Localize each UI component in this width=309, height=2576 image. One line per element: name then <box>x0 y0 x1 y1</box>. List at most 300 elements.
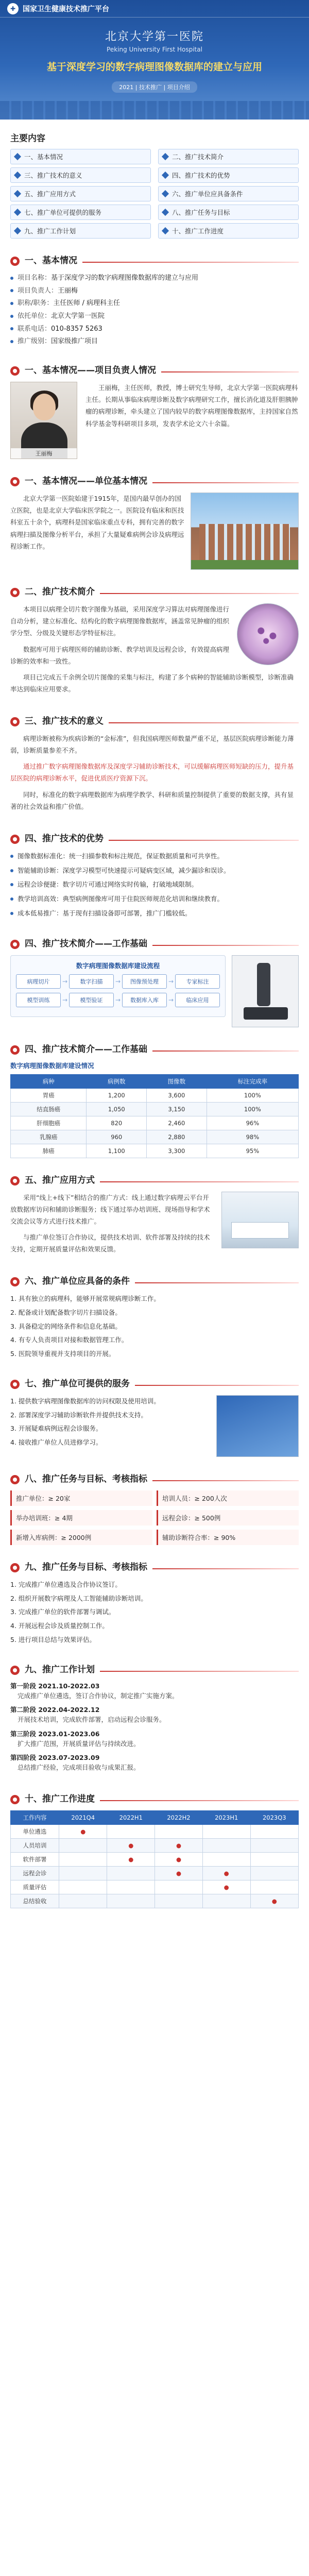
conditions-section <box>0 1264 309 1367</box>
table-cell: 乳腺癌 <box>11 1130 87 1144</box>
info-field <box>10 335 299 348</box>
indicator-item: 培训人员：≥ 200人次 <box>157 1490 299 1506</box>
section-header <box>10 936 299 949</box>
table-header-cell: 病种 <box>11 1074 87 1088</box>
table-header-row <box>11 1074 299 1088</box>
project-title: 基于深度学习的数字病理图像数据库的建立与应用 <box>46 61 262 73</box>
toc-item-label: 七、推广单位可提供的服务 <box>24 209 102 216</box>
section-divider <box>135 1385 299 1386</box>
info-field-label: 项目负责人： <box>18 286 58 295</box>
info-field <box>10 323 299 336</box>
application-para: 与推广单位签订合作协议，提供技术培训、软件部署及持续的技术支持，定期开展质量评估和效果反馈。 <box>10 1233 210 1253</box>
basic-section <box>0 244 309 353</box>
toc-item[interactable] <box>158 167 299 183</box>
section-header <box>10 1376 299 1389</box>
section-marker-icon <box>10 477 20 486</box>
campus-photo <box>191 493 299 570</box>
flow-steps-row <box>16 974 220 989</box>
indicator-item: 新增入库病例：≥ 2000例 <box>10 1530 152 1545</box>
info-field-value: 主任医师 / 病理科主任 <box>53 299 121 308</box>
flow-step: 图像预处理 <box>122 974 167 989</box>
table-cell: 820 <box>87 1116 147 1130</box>
schedule-cell <box>107 1894 155 1908</box>
indicator-item: 远程会诊：≥ 500例 <box>157 1510 299 1526</box>
schedule-cell: ● <box>107 1838 155 1852</box>
info-field <box>10 272 299 285</box>
section-marker-icon <box>10 1563 20 1572</box>
section-title: 六、推广单位应具备的条件 <box>25 1276 130 1287</box>
advantage-item: 远程会诊便捷：数字切片可通过网络实时传输，打破地域限制。 <box>10 878 299 891</box>
advantages-section <box>0 822 309 927</box>
unit-text: 北京大学第一医院始建于1915年，是国内最早创办的国立医院，也是北京大学临床医学院之一。医院设有临床和医技科室五十余个，病理科是国家临床重点专科，拥有完善的数字病理扫描及图像分析平台，承担了大量疑难病例会诊及病理远程诊断工作。 <box>10 495 184 550</box>
basic-fields <box>10 272 299 348</box>
section-marker-icon <box>10 940 20 949</box>
table-row <box>11 1824 299 1838</box>
phase-list <box>10 1681 299 1774</box>
schedule-cell <box>59 1866 107 1880</box>
schedule-cell <box>250 1866 298 1880</box>
application-row <box>10 1192 299 1260</box>
micrograph-image <box>237 603 299 665</box>
table-row <box>11 1866 299 1880</box>
table-row <box>11 1894 299 1908</box>
building-silhouette <box>0 101 309 120</box>
section-header <box>10 473 299 486</box>
section-marker-icon <box>10 257 20 266</box>
section-header <box>10 1662 299 1675</box>
section-header <box>10 1274 299 1286</box>
table-header-cell: 标注完成率 <box>207 1074 298 1088</box>
advantage-item: 成本低易推广：基于现有扫描设备即可部署，推广门槛较低。 <box>10 907 299 920</box>
schedule-cell: ● <box>250 1894 298 1908</box>
toc-list <box>10 149 299 239</box>
unit-section <box>0 464 309 575</box>
task-name-cell: 质量评估 <box>11 1880 59 1894</box>
section-header <box>10 363 299 376</box>
schedule-cell: ● <box>155 1838 203 1852</box>
significance-para: 病理诊断被称为疾病诊断的“金标准”，但我国病理医师数量严重不足，基层医院病理诊断能力薄弱，诊断质量参差不齐。 <box>10 735 294 755</box>
training-photo <box>221 1192 299 1248</box>
section-marker-icon <box>10 1277 20 1286</box>
progress-section <box>0 1032 309 1163</box>
table-body <box>11 1088 299 1158</box>
table-row <box>11 1880 299 1894</box>
section-divider <box>152 1568 299 1569</box>
bullet-dot-icon <box>10 340 13 343</box>
section-header <box>10 584 299 597</box>
table-header-cell: 病例数 <box>87 1074 147 1088</box>
table-header-row <box>11 1810 299 1824</box>
info-field-value: 010-8357 5263 <box>51 325 102 333</box>
diamond-bullet-icon <box>162 190 169 197</box>
section-marker-icon <box>10 835 20 844</box>
phase-item <box>10 1729 299 1750</box>
schedule-cell: ● <box>155 1852 203 1866</box>
arrow-right-icon: → <box>62 996 68 1004</box>
info-field-value: 国家级推广项目 <box>51 337 98 346</box>
section-divider <box>100 1800 299 1801</box>
toc-item-label: 九、推广工作计划 <box>24 227 76 235</box>
schedule-cell <box>250 1880 298 1894</box>
info-field-label: 职称/职务： <box>18 299 54 308</box>
phase-desc: 总结推广经验，完成项目验收与成果汇报。 <box>18 1764 140 1772</box>
section-header <box>10 253 299 266</box>
toc-item[interactable] <box>158 205 299 220</box>
section-divider <box>152 1480 299 1481</box>
section-title: 一、基本情况 <box>25 256 77 266</box>
table-row <box>11 1102 299 1116</box>
section-header <box>10 1042 299 1055</box>
table-row <box>11 1116 299 1130</box>
table-cell: 3,600 <box>147 1088 207 1102</box>
bullet-dot-icon <box>10 327 13 330</box>
table-row <box>11 1838 299 1852</box>
table-cell: 1,200 <box>87 1088 147 1102</box>
service-item: 2. 部署深度学习辅助诊断软件并提供技术支持。 <box>10 1411 147 1419</box>
school-name: 北京大学第一医院 <box>105 30 204 43</box>
schedule-cell: ● <box>202 1866 250 1880</box>
intro-para: 本项目以病理全切片数字图像为基础，采用深度学习算法对病理图像进行自动分析，建立标准化、结构化的数字病理图像数据库，涵盖常见肿瘤的组织学分型、分级及关键形态学特征标注。 <box>10 605 230 637</box>
toc-item-label: 五、推广应用方式 <box>24 190 76 198</box>
toc-item[interactable] <box>158 223 299 239</box>
table-header-cell: 2021Q4 <box>59 1810 107 1824</box>
phase-desc: 开展技术培训，完成软件部署，启动远程会诊服务。 <box>18 1716 166 1724</box>
table-cell: 肝细胞癌 <box>11 1116 87 1130</box>
schedule-cell <box>250 1824 298 1838</box>
diamond-bullet-icon <box>14 227 21 234</box>
section-divider <box>100 593 299 594</box>
schedule-cell <box>59 1838 107 1852</box>
intro-para: 数据库可用于病理医师的辅助诊断、教学培训及远程会诊，有效提高病理诊断的效率和一致性。 <box>10 645 230 665</box>
toc-item-label: 十、推广工作进度 <box>172 227 224 235</box>
schedule-cell <box>107 1880 155 1894</box>
schedule-section <box>0 1653 309 1782</box>
info-field-value: 基于深度学习的数字病理图像数据库的建立与应用 <box>51 274 199 282</box>
toc-item[interactable] <box>10 205 151 220</box>
info-field <box>10 297 299 310</box>
leader-section <box>0 353 309 464</box>
significance-para: 同时，标准化的数字病理数据库为病理学教学、科研和质量控制提供了重要的数据支撑，具有显著的社会效益和推广价值。 <box>10 790 294 810</box>
section-marker-icon <box>10 717 20 726</box>
info-field-value: 王丽梅 <box>58 286 78 295</box>
gantt-section <box>0 1782 309 1913</box>
toc-item-label: 一、基本情况 <box>24 153 63 161</box>
section-divider <box>135 1282 299 1283</box>
phase-item <box>10 1681 299 1702</box>
phase-item <box>10 1705 299 1726</box>
section-marker-icon <box>10 1475 20 1484</box>
table-cell: 100% <box>207 1088 298 1102</box>
info-field-label: 依托单位： <box>18 312 52 320</box>
phase-item <box>10 1753 299 1774</box>
phase-desc: 扩大推广范围，开展质量评估与持续改进。 <box>18 1739 140 1748</box>
header-banner <box>0 0 309 120</box>
section-title: 九、推广任务与目标、考核指标 <box>25 1562 147 1572</box>
condition-item: 1. 具有独立的病理科，能够开展常规病理诊断工作。 <box>10 1295 160 1303</box>
info-field <box>10 285 299 298</box>
intro-row <box>10 603 299 671</box>
schedule-cell: ● <box>59 1824 107 1838</box>
indicators-grid <box>10 1490 299 1545</box>
phase-title: 第四阶段 2023.07-2023.09 <box>10 1754 100 1762</box>
intro-paragraphs <box>10 603 231 671</box>
info-field-label: 联系电话： <box>18 325 52 333</box>
section-header <box>10 1173 299 1185</box>
section-divider <box>152 1050 299 1052</box>
section-marker-icon <box>10 588 20 597</box>
bullet-dot-icon <box>10 302 13 305</box>
progress-table <box>10 1074 299 1158</box>
arrow-right-icon: → <box>168 996 174 1004</box>
services-poster-image <box>216 1395 299 1457</box>
bullet-dot-icon <box>10 315 13 318</box>
advantages-list <box>10 850 299 920</box>
flow-steps-row <box>16 993 220 1007</box>
flow-step: 专家标注 <box>175 974 220 989</box>
table-row <box>11 1852 299 1866</box>
toc-item-label: 六、推广单位应具备条件 <box>172 190 243 198</box>
section-header <box>10 714 299 726</box>
services-list <box>10 1395 210 1450</box>
targets-section <box>0 1462 309 1550</box>
toc-item[interactable] <box>10 167 151 183</box>
table-cell: 结直肠癌 <box>11 1102 87 1116</box>
task-name-cell: 总结验收 <box>11 1894 59 1908</box>
phase-title: 第一阶段 2021.10-2022.03 <box>10 1682 100 1690</box>
schedule-cell <box>202 1894 250 1908</box>
section-title: 一、基本情况——单位基本情况 <box>25 476 147 487</box>
schedule-cell <box>202 1824 250 1838</box>
section-title: 四、推广技术简介——工作基础 <box>25 938 147 949</box>
task-name-cell: 远程会诊 <box>11 1866 59 1880</box>
schedule-cell <box>107 1866 155 1880</box>
section-header <box>10 1471 299 1484</box>
diamond-bullet-icon <box>162 227 169 234</box>
condition-item: 2. 配备或计划配备数字切片扫描设备。 <box>10 1308 122 1316</box>
section-marker-icon <box>10 1666 20 1675</box>
flow-step: 数据库入库 <box>122 993 167 1007</box>
bullet-dot-icon <box>10 289 13 292</box>
info-field-label: 项目名称： <box>18 274 52 282</box>
schedule-cell <box>59 1894 107 1908</box>
schedule-cell: ● <box>202 1880 250 1894</box>
indicator-item: 推广单位：≥ 20家 <box>10 1490 152 1506</box>
task-name-cell: 单位遴选 <box>11 1824 59 1838</box>
section-marker-icon <box>10 366 20 376</box>
toc-item[interactable] <box>158 186 299 201</box>
section-marker-icon <box>10 1795 20 1804</box>
tagline-text: 2021 | 技术推广 | 项目介绍 <box>112 81 197 93</box>
table-caption: 数字病理图像数据库建设情况 <box>10 1061 94 1070</box>
diamond-bullet-icon <box>162 209 169 216</box>
task-name-cell: 软件部署 <box>11 1852 59 1866</box>
section-marker-icon <box>10 1176 20 1185</box>
schedule-cell <box>250 1852 298 1866</box>
plan-list <box>10 1579 299 1646</box>
table-cell: 3,300 <box>147 1144 207 1158</box>
arrow-right-icon: → <box>115 996 121 1004</box>
table-cell: 100% <box>207 1102 298 1116</box>
services-section <box>0 1367 309 1462</box>
toc-item-label: 三、推广技术的意义 <box>24 172 82 179</box>
table-cell: 2,880 <box>147 1130 207 1144</box>
flow-section <box>0 927 309 1032</box>
table-body <box>11 1824 299 1908</box>
toc-item-label: 八、推广任务与目标 <box>172 209 230 216</box>
service-item: 1. 提供数字病理图像数据库的访问权限及使用培训。 <box>10 1397 160 1405</box>
table-header-cell: 2022H1 <box>107 1810 155 1824</box>
services-row <box>10 1395 299 1457</box>
table-cell: 胃癌 <box>11 1088 87 1102</box>
school-name-en: Peking University First Hospital <box>107 46 202 53</box>
platform-logo-icon: ✚ <box>7 3 19 14</box>
service-item: 3. 开展疑难病例远程会诊服务。 <box>10 1425 102 1433</box>
section-divider <box>100 1671 299 1672</box>
service-item: 4. 接收推广单位人员进修学习。 <box>10 1438 102 1447</box>
plan-item: 2. 组织开展数字病理及人工智能辅助诊断培训。 <box>10 1594 147 1602</box>
section-divider <box>109 840 299 841</box>
platform-name: 国家卫生健康技术推广平台 <box>23 5 109 13</box>
schedule-cell <box>250 1838 298 1852</box>
unit-row <box>10 493 299 570</box>
table-row <box>11 1088 299 1102</box>
task-name-cell: 人员培训 <box>11 1838 59 1852</box>
table-cell: 2,460 <box>147 1116 207 1130</box>
flow-caption: 数字病理图像数据库建设流程 <box>76 961 160 970</box>
condition-item: 4. 有专人负责项目对接和数据管理工作。 <box>10 1336 128 1344</box>
section-title: 九、推广工作计划 <box>25 1664 95 1675</box>
microscope-image <box>232 955 299 1027</box>
toc-item[interactable] <box>10 186 151 201</box>
application-paragraphs <box>10 1192 215 1260</box>
toc-item[interactable] <box>158 149 299 164</box>
arrow-right-icon: → <box>62 977 68 985</box>
toc-title: 主要内容 <box>10 133 45 144</box>
table-header-cell: 2023Q3 <box>250 1810 298 1824</box>
table-row <box>11 1130 299 1144</box>
indicator-item: 举办培训班：≥ 4期 <box>10 1510 152 1526</box>
info-field-label: 推广级别： <box>18 337 52 346</box>
significance-para-highlight: 通过推广数字病理图像数据库及深度学习辅助诊断技术，可以缓解病理医师短缺的压力，提升基层医院的病理诊断水平，促进优质医疗资源下沉。 <box>10 762 294 783</box>
phase-title: 第三阶段 2023.01-2023.06 <box>10 1730 100 1738</box>
section-title: 七、推广单位可提供的服务 <box>25 1378 130 1389</box>
arrow-right-icon: → <box>168 977 174 985</box>
section-title: 四、推广技术的优势 <box>25 833 104 844</box>
table-header-cell: 工作内容 <box>11 1810 59 1824</box>
flow-step: 临床应用 <box>175 993 220 1007</box>
section-title: 八、推广任务与目标、考核指标 <box>25 1473 147 1484</box>
section-title: 二、推广技术简介 <box>25 587 95 598</box>
leader-photo <box>10 382 77 459</box>
leader-bio: 王丽梅，主任医师，教授，博士研究生导师，北京大学第一医院病理科主任。长期从事临床病理诊断及数字病理研究工作，擅长消化道及肝胆胰肿瘤的病理诊断，牵头建立了国内较早的数字病理图像数据库，主持国家自然科学基金等科研项目多项，发表学术论文六十余篇。 <box>85 384 298 428</box>
section-title: 十、推广工作进度 <box>25 1793 95 1804</box>
schedule-cell <box>59 1852 107 1866</box>
diamond-bullet-icon <box>14 209 21 216</box>
table-cell: 95% <box>207 1144 298 1158</box>
diamond-bullet-icon <box>14 153 21 160</box>
leader-name: 王丽梅 <box>11 448 77 459</box>
plan-item: 5. 进行项目总结与效果评估。 <box>10 1635 96 1643</box>
section-header <box>10 1560 299 1572</box>
table-cell: 1,100 <box>87 1144 147 1158</box>
info-field <box>10 310 299 323</box>
flow-step: 模型训练 <box>16 993 61 1007</box>
diamond-bullet-icon <box>162 153 169 160</box>
schedule-cell: ● <box>107 1852 155 1866</box>
flow-row <box>10 955 299 1027</box>
tagline <box>0 81 309 93</box>
section-title: 三、推广技术的意义 <box>25 716 104 726</box>
table-cell: 960 <box>87 1130 147 1144</box>
toc-section <box>0 120 309 244</box>
table-cell: 1,050 <box>87 1102 147 1116</box>
toc-item-label: 四、推广技术的优势 <box>172 172 230 179</box>
application-para: 采用“线上+线下”相结合的推广方式：线上通过数字病理云平台开放数据库访问和辅助诊断服务；线下通过举办培训班、现场指导和学术交流会议等方式进行技术推广。 <box>10 1193 210 1225</box>
section-divider <box>161 371 299 372</box>
schedule-cell <box>59 1880 107 1894</box>
plan-item: 4. 开展远程会诊及质量控制工作。 <box>10 1622 109 1630</box>
condition-item: 3. 具备稳定的网络条件和信息化基础。 <box>10 1322 122 1330</box>
schedule-cell <box>155 1824 203 1838</box>
flow-step: 病理切片 <box>16 974 61 989</box>
flow-diagram <box>10 955 226 1017</box>
toc-item[interactable] <box>10 223 151 239</box>
schedule-cell <box>155 1880 203 1894</box>
significance-section <box>0 704 309 822</box>
section-divider <box>100 1181 299 1182</box>
section-divider <box>152 482 299 483</box>
diamond-bullet-icon <box>14 172 21 179</box>
indicator-item: 辅助诊断符合率：≥ 90% <box>157 1530 299 1545</box>
condition-item: 5. 医院领导重视并支持项目的开展。 <box>10 1350 115 1358</box>
diamond-bullet-icon <box>14 190 21 197</box>
gantt-table <box>10 1810 299 1908</box>
section-divider <box>152 945 299 946</box>
flow-step: 模型验证 <box>69 993 114 1007</box>
schedule-cell <box>155 1894 203 1908</box>
table-row <box>11 1144 299 1158</box>
schedule-cell <box>202 1838 250 1852</box>
table-cell: 96% <box>207 1116 298 1130</box>
schedule-cell <box>107 1824 155 1838</box>
toc-item-label: 二、推广技术简介 <box>172 153 224 161</box>
phase-desc: 完成推广单位遴选，签订合作协议，制定推广实施方案。 <box>18 1691 179 1700</box>
section-title: 五、推广应用方式 <box>25 1175 95 1185</box>
leader-card <box>10 382 299 459</box>
section-header <box>10 831 299 844</box>
table-cell: 肺癌 <box>11 1144 87 1158</box>
plan-item: 3. 完成推广单位的软件部署与调试。 <box>10 1608 115 1616</box>
table-header-cell: 2022H2 <box>155 1810 203 1824</box>
intro-para: 项目已完成五千余例全切片图像的采集与标注，构建了多个病种的智能辅助诊断模型，诊断准确率达到临床应用要求。 <box>10 673 294 693</box>
plan-section <box>0 1550 309 1653</box>
toc-item[interactable] <box>10 149 151 164</box>
info-field-value: 北京大学第一医院 <box>51 312 105 320</box>
schedule-cell: ● <box>155 1866 203 1880</box>
advantage-item: 教学培训高效：典型病例图像库可用于住院医师规范化培训和继续教育。 <box>10 893 299 905</box>
table-cell: 98% <box>207 1130 298 1144</box>
plan-item: 1. 完成推广单位遴选及合作协议签订。 <box>10 1580 122 1588</box>
bullet-dot-icon <box>10 277 13 280</box>
advantage-item: 智能辅助诊断：深度学习模型可快速提示可疑病变区域，减少漏诊和误诊。 <box>10 865 299 877</box>
section-title: 四、推广技术简介——工作基础 <box>25 1044 147 1055</box>
section-title: 一、基本情况——项目负责人情况 <box>25 365 156 376</box>
advantage-item: 图像数据标准化：统一扫描参数和标注规范，保证数据质量和可共享性。 <box>10 850 299 862</box>
table-cell: 3,150 <box>147 1102 207 1116</box>
section-marker-icon <box>10 1045 20 1055</box>
diamond-bullet-icon <box>162 172 169 179</box>
section-marker-icon <box>10 1380 20 1389</box>
